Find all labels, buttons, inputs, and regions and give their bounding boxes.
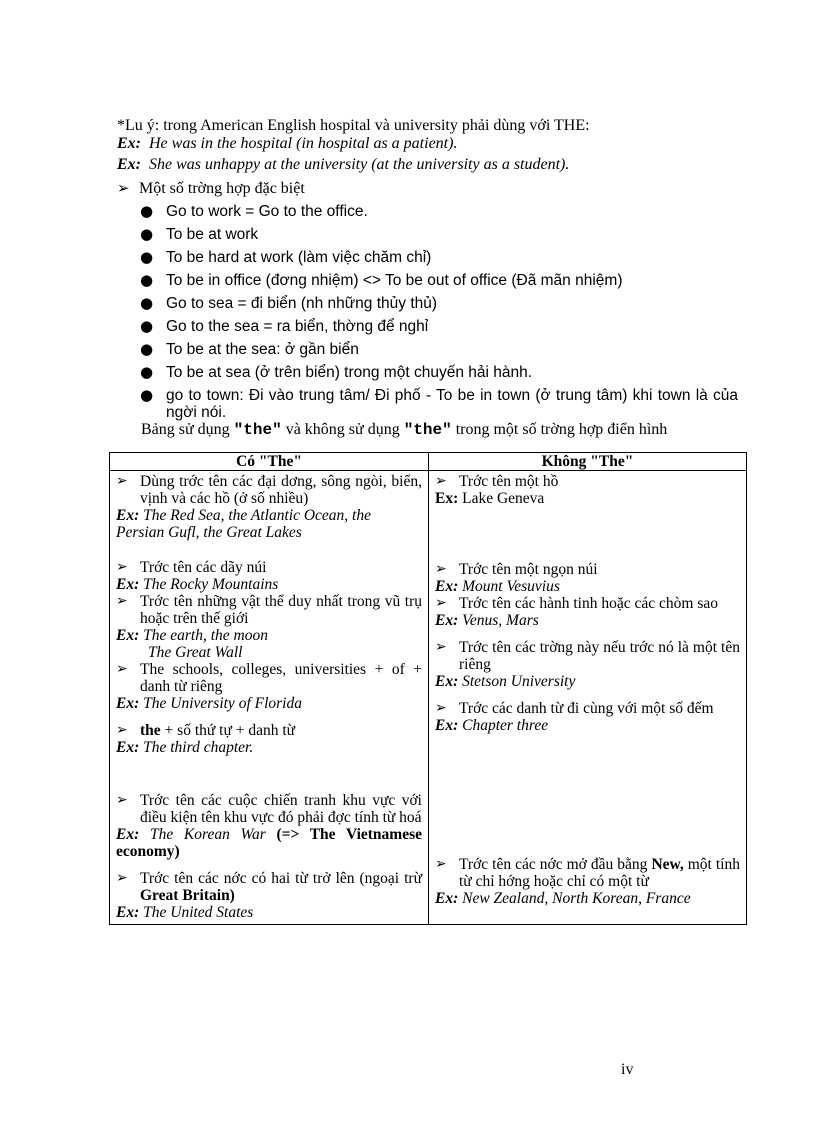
bullet-icon: ●	[140, 363, 154, 381]
arrow-icon: ➢	[435, 473, 447, 489]
arrow-icon: ➢	[435, 595, 447, 611]
header-with-the: Có "The"	[110, 453, 429, 471]
bullet-icon: ●	[140, 386, 154, 404]
example-line: Ex: The Korean War (=> The Vietnamese economy)	[116, 826, 423, 860]
list-item: ➢ The schools, colleges, universities + of + danh từ riêng	[116, 661, 422, 695]
example-label: Ex:	[117, 156, 141, 173]
bullet-item: To be at work	[166, 226, 259, 243]
arrow-icon: ➢	[116, 870, 128, 886]
arrow-icon: ➢	[116, 593, 128, 609]
list-item: ➢ Trớc tên các hành tinh hoặc các chòm sao	[435, 595, 718, 612]
list-item: ➢ Trớc tên một ngọn núi	[435, 561, 598, 578]
arrow-icon: ➢	[116, 792, 128, 808]
bullet-icon: ●	[140, 317, 154, 335]
bullet-item: Go to work = Go to the office.	[166, 203, 368, 220]
bullet-icon: ●	[140, 271, 154, 289]
bullet-item: To be at sea (ở trên biển) trong một chuyến hải hành.	[166, 364, 533, 381]
example-line	[117, 155, 569, 174]
list-item: ➢ Trớc các danh từ đi cùng với một số đếm	[435, 700, 714, 717]
left-column	[110, 471, 429, 925]
special-heading-text: Một số trờng hợp đặc biệt	[139, 180, 305, 197]
header-without-the: Không "The"	[429, 453, 747, 471]
arrow-icon: ➢	[116, 559, 128, 575]
bullet-icon: ●	[140, 340, 154, 358]
bullet-item: Go to sea = đi biển (nh những thủy thủ)	[166, 295, 438, 312]
arrow-icon: ➢	[435, 700, 447, 716]
example-line: Ex: The Rocky Mountains	[116, 576, 279, 593]
arrow-icon: ➢	[435, 561, 447, 577]
list-item: ➢ Dùng trớc tên các đại dơng, sông ngòi, biển, vịnh và các hồ (ở số nhiều)	[116, 473, 422, 507]
bullet-icon: ●	[140, 202, 154, 220]
example-line	[117, 134, 457, 153]
the-usage-table	[109, 452, 747, 925]
example-label: Ex:	[117, 135, 141, 152]
list-item: ➢ Trớc tên các trờng này nếu trớc nó là một tên riêng	[435, 639, 740, 673]
hospital-note: *Lu ý: trong American English hospital và university phải dùng với THE:	[117, 117, 590, 134]
bullet-item: To be at the sea: ở gần biển	[166, 341, 359, 358]
list-item: ➢ the + số thứ tự + danh từ	[116, 722, 296, 739]
example-line: Ex: Chapter three	[435, 717, 549, 734]
example-line: Ex: Mount Vesuvius	[435, 578, 560, 595]
right-column	[429, 471, 747, 925]
special-cases-heading	[117, 179, 305, 198]
bullet-item: go to town: Đi vào trung tâm/ Đi phố - To be in town (ở trung tâm) khi town là của ngời nói.	[166, 387, 738, 421]
example-line: Ex: Stetson University	[435, 673, 576, 690]
example-line: Ex: The third chapter.	[116, 739, 254, 756]
bullet-icon: ●	[140, 225, 154, 243]
example-line: Ex: The United States	[116, 904, 254, 921]
example-line: Ex: New Zealand, North Korean, France	[435, 890, 691, 907]
example-line: The Great Wall	[148, 644, 243, 661]
table-intro: Bảng sử dụng "the" và không sử dụng "the" trong một số trờng hợp điển hình	[141, 421, 668, 439]
list-item: ➢ Trớc tên một hồ	[435, 473, 559, 490]
arrow-icon: ➢	[116, 661, 128, 677]
arrow-icon: ➢	[116, 722, 128, 738]
bullet-item: To be hard at work (làm việc chăm chỉ)	[166, 249, 432, 266]
arrow-icon: ➢	[117, 179, 130, 197]
bullet-item: To be in office (đơng nhiệm) <> To be out of office (Đã mãn nhiệm)	[166, 272, 623, 289]
example-text: He was in the hospital (in hospital as a patient).	[149, 135, 458, 152]
example-line: Ex: The earth, the moon	[116, 627, 268, 644]
example-line: Ex: Lake Geneva	[435, 490, 545, 507]
list-item: ➢ Trớc tên các dãy núi	[116, 559, 267, 576]
arrow-icon: ➢	[435, 639, 447, 655]
page-number: iv	[621, 1061, 634, 1078]
example-line: Ex: The Red Sea, the Atlantic Ocean, the Persian Gufl, the Great Lakes	[116, 507, 371, 541]
arrow-icon: ➢	[435, 856, 447, 872]
example-text: She was unhappy at the university (at the university as a student).	[149, 156, 570, 173]
example-line: Ex: Venus, Mars	[435, 612, 539, 629]
list-item: ➢ Trớc tên các nớc có hai từ trở lên (ngoại trừ Great Britain)	[116, 870, 422, 904]
bullet-item: Go to the sea = ra biển, thờng để nghỉ	[166, 318, 429, 335]
bullet-icon: ●	[140, 248, 154, 266]
list-item: ➢ Trớc tên các nớc mở đầu bằng New, một tính từ chỉ hớng hoặc chỉ có một từ	[435, 856, 740, 890]
example-line: Ex: The University of Florida	[116, 695, 302, 712]
list-item: ➢ Trớc tên những vật thể duy nhất trong vũ trụ hoặc trên thế giới	[116, 593, 422, 627]
arrow-icon: ➢	[116, 473, 128, 489]
bullet-icon: ●	[140, 294, 154, 312]
list-item: ➢ Trớc tên các cuộc chiến tranh khu vực với điều kiện tên khu vực đó phải đợc tính từ hoá	[116, 792, 422, 826]
